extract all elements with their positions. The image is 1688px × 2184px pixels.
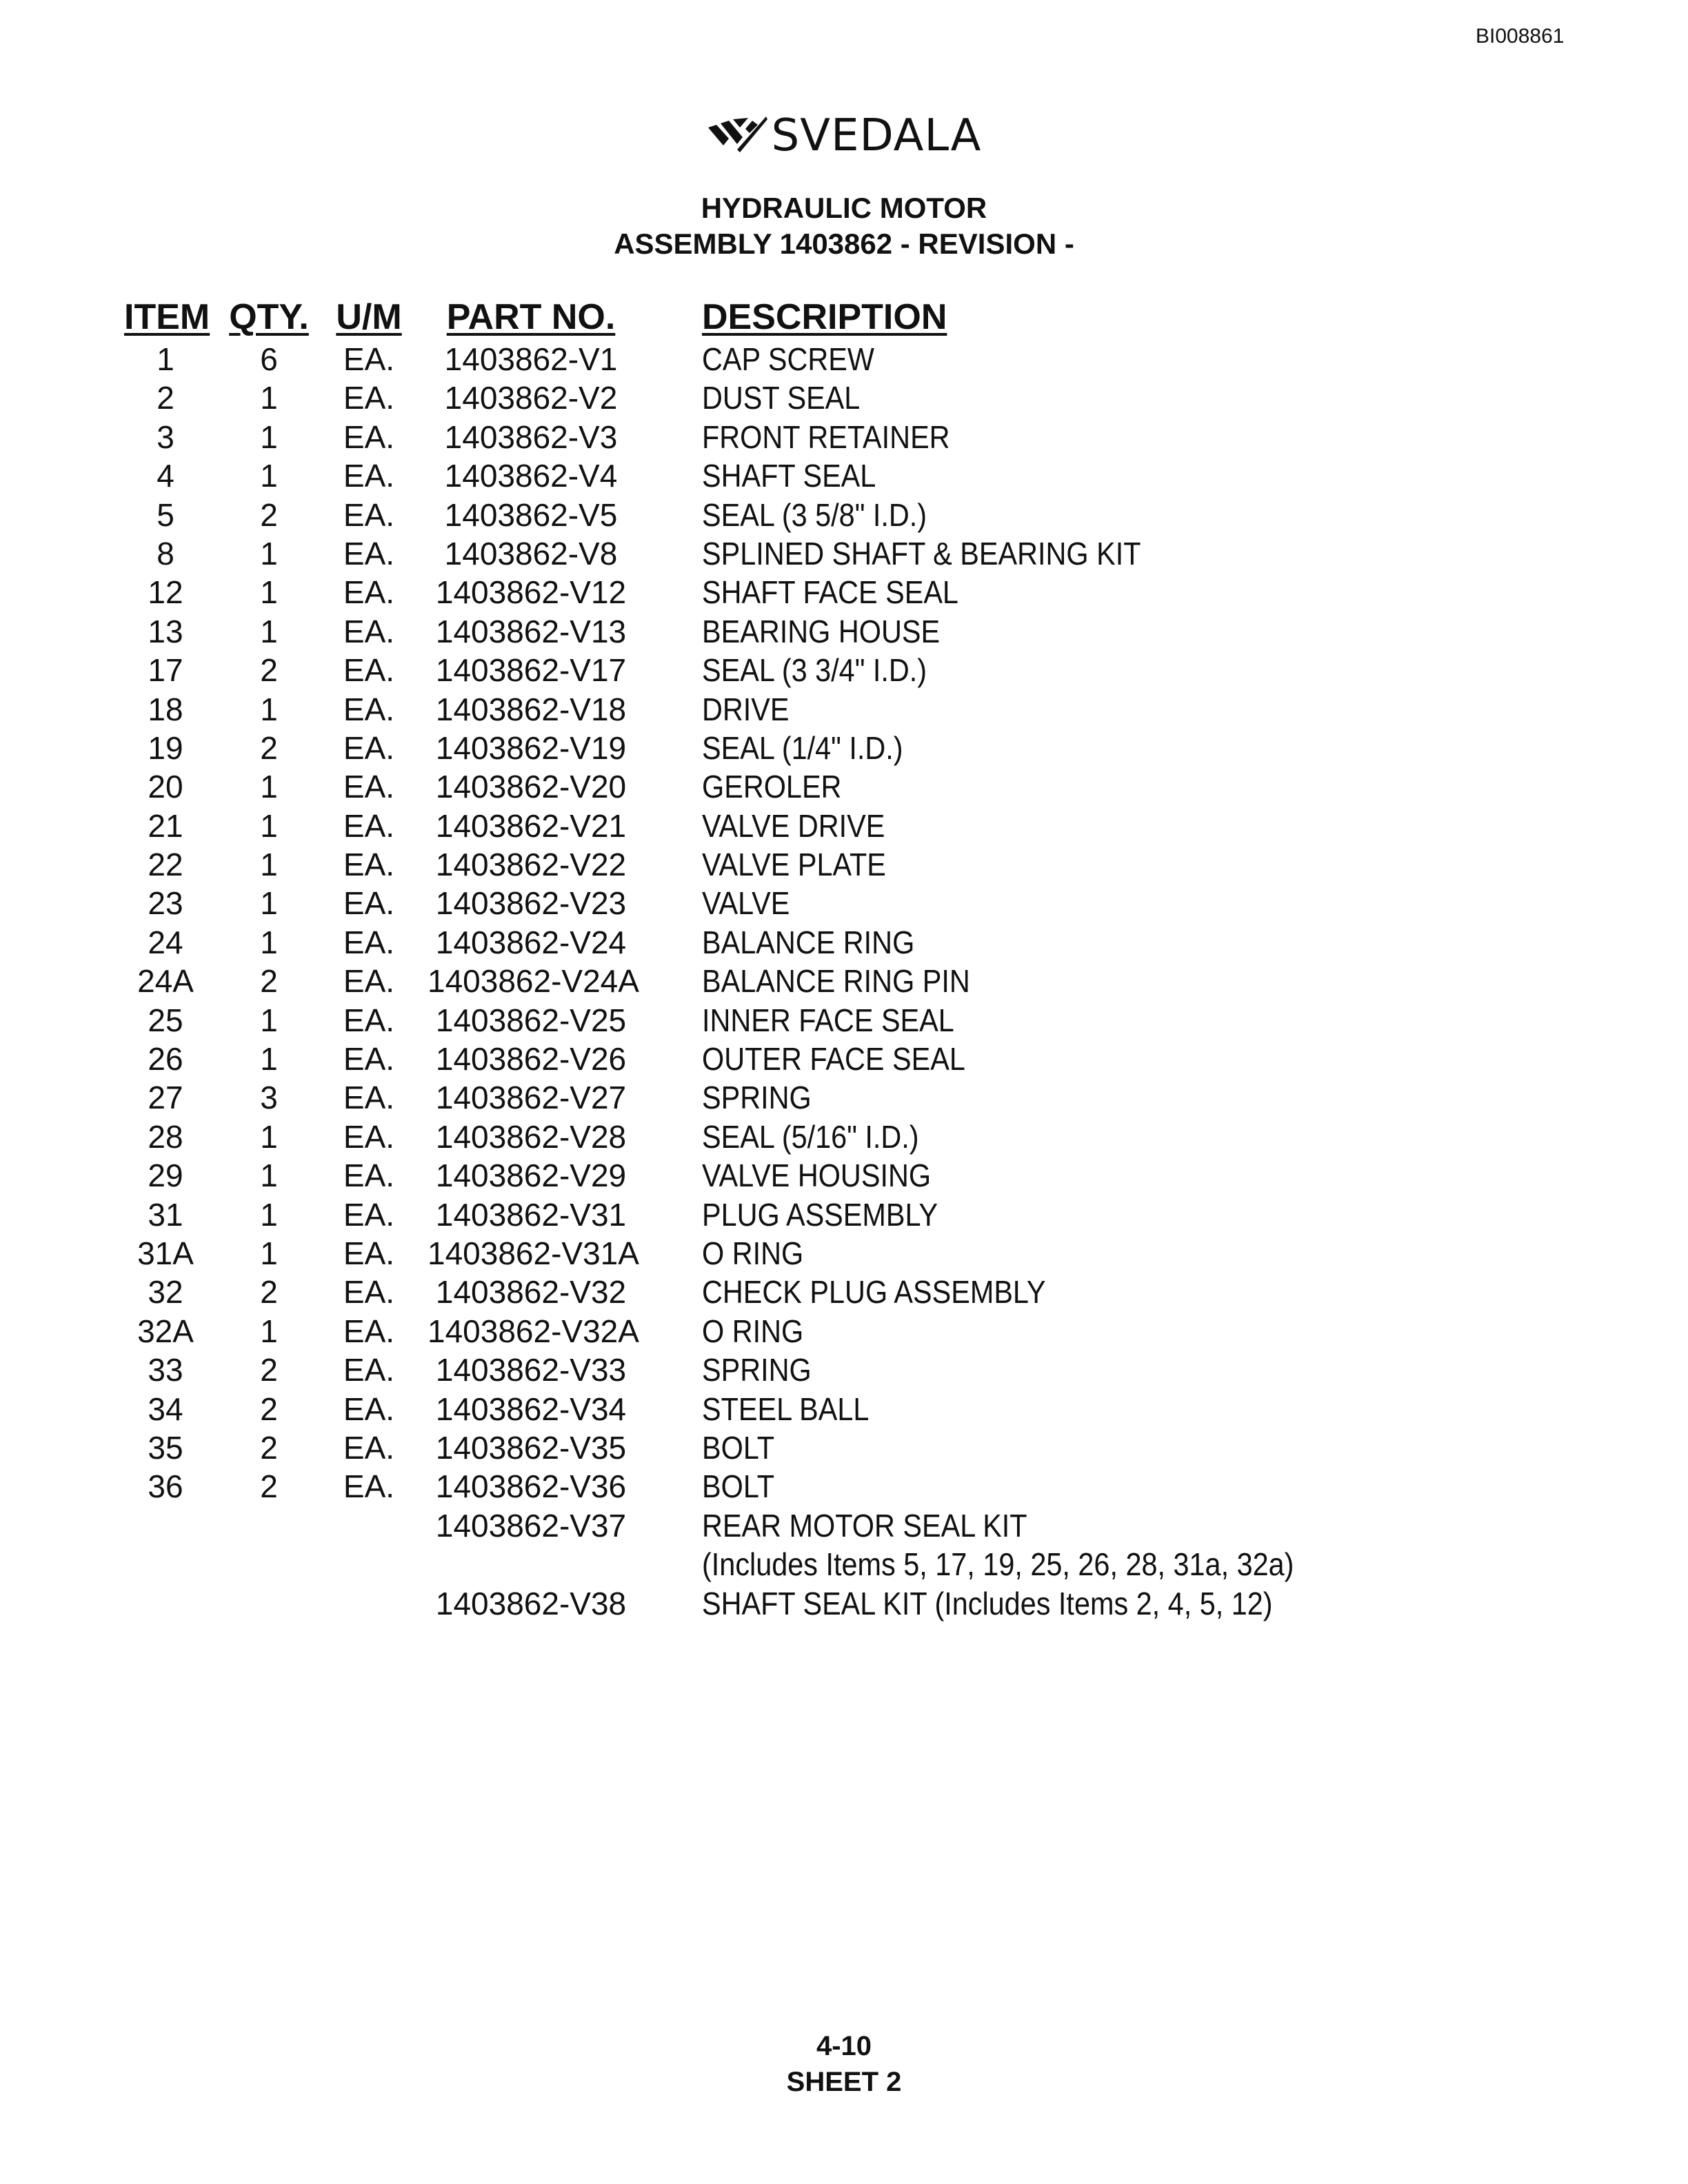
part-no-cell: 1403862-V5 [444, 496, 618, 533]
svedala-logo-mark-icon [707, 115, 767, 156]
description-cell: O RING [702, 1313, 804, 1349]
um-cell: EA. [343, 1391, 395, 1427]
part-no-cell: 1403862-V31 [435, 1196, 627, 1233]
description-cell: SEAL (5/16" I.D.) [702, 1118, 919, 1155]
table-row [0, 962, 1688, 1001]
sheet-label: SHEET 2 [786, 2067, 902, 2097]
item-cell: 23 [148, 885, 183, 922]
qty-cell: 2 [260, 963, 278, 1000]
um-cell: EA. [343, 418, 395, 455]
qty-cell: 1 [260, 1157, 278, 1194]
um-cell: EA. [343, 574, 395, 611]
um-cell: EA. [343, 535, 395, 572]
qty-cell: 1 [260, 1041, 278, 1078]
part-no-cell: 1403862-V1 [444, 341, 618, 377]
table-row [0, 1546, 1688, 1584]
item-cell: 3 [157, 418, 174, 455]
document-id: BI008861 [1476, 25, 1565, 48]
table-row [0, 1118, 1688, 1157]
title-line-2: ASSEMBLY 1403862 - REVISION - [614, 228, 1074, 260]
description-cell: CHECK PLUG ASSEMBLY [702, 1274, 1046, 1311]
um-cell: EA. [343, 1080, 395, 1116]
item-cell: 1 [157, 341, 174, 377]
qty-cell: 2 [260, 729, 278, 766]
item-cell: 4 [157, 458, 174, 494]
page-footer [0, 2028, 1688, 2100]
part-no-cell: 1403862-V18 [435, 691, 627, 727]
part-no-cell: 1403862-V22 [435, 847, 627, 883]
um-cell: EA. [343, 769, 395, 805]
qty-cell: 2 [260, 496, 278, 533]
logo-text: SVEDALA [771, 110, 982, 161]
parts-table [0, 296, 1688, 1624]
svedala-logo [0, 110, 1688, 161]
part-no-cell: 1403862-V2 [444, 380, 618, 416]
table-row [0, 691, 1688, 729]
um-cell: EA. [343, 729, 395, 766]
description-cell: GEROLER [702, 769, 842, 805]
qty-cell: 2 [260, 1391, 278, 1427]
table-row [0, 1468, 1688, 1506]
part-no-cell: 1403862-V17 [435, 652, 627, 689]
table-row [0, 379, 1688, 418]
item-cell: 20 [148, 769, 183, 805]
um-cell: EA. [343, 1157, 395, 1194]
part-no-cell: 1403862-V36 [435, 1468, 627, 1505]
table-row [0, 535, 1688, 574]
header-item: ITEM [124, 297, 210, 337]
table-body [0, 341, 1688, 1624]
item-cell: 24A [137, 963, 194, 1000]
table-row [0, 807, 1688, 846]
qty-cell: 1 [260, 1313, 278, 1349]
title-block [0, 190, 1688, 262]
um-cell: EA. [343, 691, 395, 727]
description-cell: BOLT [702, 1429, 775, 1466]
part-no-cell: 1403862-V4 [444, 458, 618, 494]
qty-cell: 1 [260, 380, 278, 416]
description-cell: VALVE DRIVE [702, 807, 885, 844]
um-cell: EA. [343, 1313, 395, 1349]
description-cell: VALVE [702, 885, 790, 922]
um-cell: EA. [343, 496, 395, 533]
table-row [0, 768, 1688, 807]
description-cell: DUST SEAL [702, 380, 861, 416]
part-no-cell: 1403862-V3 [444, 418, 618, 455]
qty-cell: 1 [260, 847, 278, 883]
table-row [0, 418, 1688, 457]
item-cell: 21 [148, 807, 183, 844]
um-cell: EA. [343, 652, 395, 689]
table-row [0, 613, 1688, 651]
description-cell: (Includes Items 5, 17, 19, 25, 26, 28, 31a, 32a) [702, 1546, 1294, 1583]
table-row [0, 884, 1688, 923]
item-cell: 34 [148, 1391, 183, 1427]
table-row [0, 1507, 1688, 1546]
um-cell: EA. [343, 885, 395, 922]
um-cell: EA. [343, 1002, 395, 1038]
item-cell: 5 [157, 496, 174, 533]
um-cell: EA. [343, 613, 395, 649]
item-cell: 13 [148, 613, 183, 649]
um-cell: EA. [343, 963, 395, 1000]
header-um: U/M [336, 297, 402, 337]
table-row [0, 1313, 1688, 1351]
description-cell: BALANCE RING PIN [702, 963, 970, 1000]
qty-cell: 1 [260, 613, 278, 649]
table-row [0, 574, 1688, 612]
um-cell: EA. [343, 1429, 395, 1466]
table-row [0, 1157, 1688, 1195]
part-no-cell: 1403862-V32A [428, 1313, 639, 1349]
item-cell: 25 [148, 1002, 183, 1038]
description-cell: SPRING [702, 1352, 812, 1388]
header-qty: QTY. [229, 297, 309, 337]
description-cell: STEEL BALL [702, 1391, 870, 1427]
part-no-cell: 1403862-V37 [435, 1507, 627, 1544]
description-cell: CAP SCREW [702, 341, 874, 377]
qty-cell: 3 [260, 1080, 278, 1116]
item-cell: 31 [148, 1196, 183, 1233]
description-cell: VALVE HOUSING [702, 1157, 932, 1194]
qty-cell: 1 [260, 885, 278, 922]
qty-cell: 1 [260, 924, 278, 960]
part-no-cell: 1403862-V13 [435, 613, 627, 649]
part-no-cell: 1403862-V20 [435, 769, 627, 805]
um-cell: EA. [343, 847, 395, 883]
item-cell: 33 [148, 1352, 183, 1388]
qty-cell: 1 [260, 1118, 278, 1155]
um-cell: EA. [343, 807, 395, 844]
um-cell: EA. [343, 1468, 395, 1505]
description-cell: REAR MOTOR SEAL KIT [702, 1507, 1027, 1544]
table-row [0, 651, 1688, 690]
qty-cell: 1 [260, 574, 278, 611]
qty-cell: 1 [260, 769, 278, 805]
description-cell: VALVE PLATE [702, 847, 886, 883]
qty-cell: 6 [260, 341, 278, 377]
item-cell: 12 [148, 574, 183, 611]
part-no-cell: 1403862-V19 [435, 729, 627, 766]
item-cell: 29 [148, 1157, 183, 1194]
table-row [0, 1585, 1688, 1624]
description-cell: INNER FACE SEAL [702, 1002, 954, 1038]
description-cell: SPLINED SHAFT & BEARING KIT [702, 535, 1141, 572]
um-cell: EA. [343, 341, 395, 377]
item-cell: 35 [148, 1429, 183, 1466]
um-cell: EA. [343, 1352, 395, 1388]
description-cell: SHAFT SEAL [702, 458, 876, 494]
part-no-cell: 1403862-V31A [428, 1235, 639, 1271]
part-no-cell: 1403862-V21 [435, 807, 627, 844]
qty-cell: 1 [260, 807, 278, 844]
description-cell: SHAFT FACE SEAL [702, 574, 958, 611]
part-no-cell: 1403862-V34 [435, 1391, 627, 1427]
description-cell: FRONT RETAINER [702, 418, 950, 455]
part-no-cell: 1403862-V32 [435, 1274, 627, 1311]
qty-cell: 2 [260, 1429, 278, 1466]
table-row [0, 496, 1688, 535]
qty-cell: 1 [260, 1235, 278, 1271]
qty-cell: 2 [260, 652, 278, 689]
table-row [0, 1273, 1688, 1312]
part-no-cell: 1403862-V12 [435, 574, 627, 611]
qty-cell: 1 [260, 418, 278, 455]
description-cell: BEARING HOUSE [702, 613, 941, 649]
description-cell: OUTER FACE SEAL [702, 1041, 965, 1078]
um-cell: EA. [343, 458, 395, 494]
qty-cell: 1 [260, 535, 278, 572]
description-cell: SEAL (3 5/8" I.D.) [702, 496, 927, 533]
page-number: 4-10 [816, 2031, 872, 2061]
description-cell: DRIVE [702, 691, 790, 727]
um-cell: EA. [343, 1041, 395, 1078]
part-no-cell: 1403862-V35 [435, 1429, 627, 1466]
qty-cell: 1 [260, 458, 278, 494]
um-cell: EA. [343, 1118, 395, 1155]
item-cell: 22 [148, 847, 183, 883]
item-cell: 18 [148, 691, 183, 727]
item-cell: 17 [148, 652, 183, 689]
item-cell: 19 [148, 729, 183, 766]
table-row [0, 1079, 1688, 1118]
um-cell: EA. [343, 924, 395, 960]
header-description: DESCRIPTION [702, 297, 947, 337]
table-row [0, 924, 1688, 962]
table-row [0, 729, 1688, 768]
part-no-cell: 1403862-V26 [435, 1041, 627, 1078]
description-cell: PLUG ASSEMBLY [702, 1196, 938, 1233]
um-cell: EA. [343, 380, 395, 416]
qty-cell: 1 [260, 1196, 278, 1233]
part-no-cell: 1403862-V24 [435, 924, 627, 960]
table-header [0, 296, 1688, 341]
part-no-cell: 1403862-V29 [435, 1157, 627, 1194]
table-row [0, 1391, 1688, 1429]
header-part-no: PART NO. [446, 297, 616, 337]
table-row [0, 341, 1688, 379]
part-no-cell: 1403862-V25 [435, 1002, 627, 1038]
item-cell: 36 [148, 1468, 183, 1505]
description-cell: O RING [702, 1235, 804, 1271]
um-cell: EA. [343, 1274, 395, 1311]
qty-cell: 2 [260, 1352, 278, 1388]
table-row [0, 1002, 1688, 1040]
item-cell: 31A [137, 1235, 194, 1271]
table-row [0, 1429, 1688, 1468]
item-cell: 28 [148, 1118, 183, 1155]
table-row [0, 1351, 1688, 1390]
table-row [0, 846, 1688, 884]
description-cell: BALANCE RING [702, 924, 915, 960]
qty-cell: 2 [260, 1274, 278, 1311]
part-no-cell: 1403862-V33 [435, 1352, 627, 1388]
description-cell: SEAL (3 3/4" I.D.) [702, 652, 927, 689]
part-no-cell: 1403862-V38 [435, 1585, 627, 1621]
title-line-1: HYDRAULIC MOTOR [701, 192, 987, 224]
qty-cell: 2 [260, 1468, 278, 1505]
description-cell: SEAL (1/4" I.D.) [702, 729, 903, 766]
item-cell: 8 [157, 535, 174, 572]
item-cell: 24 [148, 924, 183, 960]
description-cell: SPRING [702, 1080, 812, 1116]
qty-cell: 1 [260, 1002, 278, 1038]
description-cell: SHAFT SEAL KIT (Includes Items 2, 4, 5, 12) [702, 1585, 1273, 1621]
part-no-cell: 1403862-V8 [444, 535, 618, 572]
table-row [0, 1196, 1688, 1235]
part-no-cell: 1403862-V24A [428, 963, 639, 1000]
part-no-cell: 1403862-V23 [435, 885, 627, 922]
table-row [0, 457, 1688, 496]
item-cell: 32A [137, 1313, 194, 1349]
um-cell: EA. [343, 1196, 395, 1233]
item-cell: 32 [148, 1274, 183, 1311]
qty-cell: 1 [260, 691, 278, 727]
part-no-cell: 1403862-V27 [435, 1080, 627, 1116]
item-cell: 2 [157, 380, 174, 416]
item-cell: 27 [148, 1080, 183, 1116]
table-row [0, 1235, 1688, 1273]
table-row [0, 1040, 1688, 1079]
part-no-cell: 1403862-V28 [435, 1118, 627, 1155]
item-cell: 26 [148, 1041, 183, 1078]
description-cell: BOLT [702, 1468, 775, 1505]
um-cell: EA. [343, 1235, 395, 1271]
